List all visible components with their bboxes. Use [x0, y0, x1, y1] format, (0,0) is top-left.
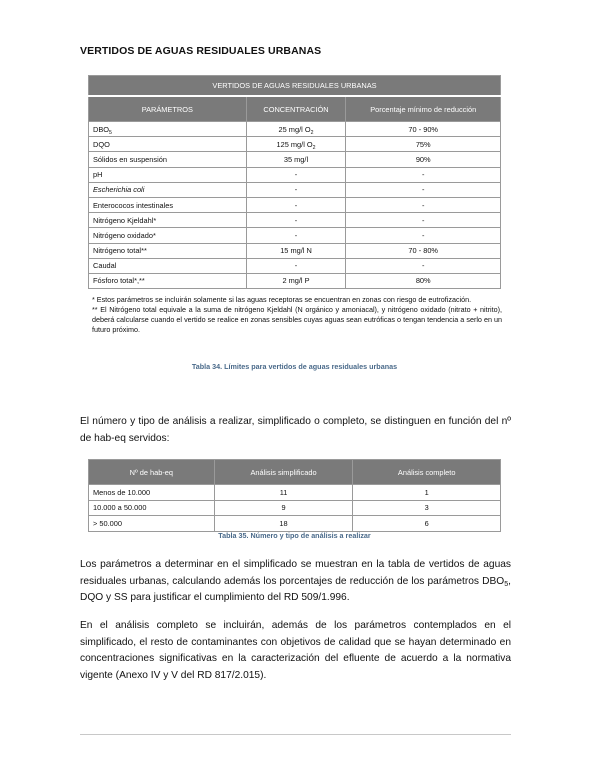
reduction-cell — [346, 228, 501, 243]
reduction-cell — [346, 152, 501, 167]
table-row — [89, 167, 501, 182]
concentration-cell-text: - — [294, 200, 298, 210]
table-34-caption: Tabla 34. Límites para vertidos de aguas residuales urbanas — [191, 362, 398, 371]
parameter-cell — [89, 258, 247, 273]
concentration-cell — [246, 152, 346, 167]
table-row — [89, 228, 501, 243]
reduction-cell-text: - — [421, 200, 425, 210]
table-row — [89, 500, 501, 516]
parameter-cell-text: Nitrógeno oxidado* — [93, 230, 156, 240]
complete-count-cell: 3 — [353, 500, 501, 516]
concentration-cell-text: - — [294, 215, 298, 225]
paragraph-text-after: , DQO y SS para justificar el cumplimiento del RD 509/1.996. — [80, 575, 511, 603]
table-row — [89, 197, 501, 212]
reduction-cell-text: - — [421, 261, 425, 271]
section-heading: VERTIDOS DE AGUAS RESIDUALES URBANAS — [80, 45, 322, 57]
footer-divider — [80, 734, 511, 735]
table-row — [89, 258, 501, 273]
concentration-cell-text: - — [294, 261, 298, 271]
parameter-cell — [89, 213, 247, 228]
subscript: 2 — [310, 129, 314, 136]
table-row — [89, 152, 501, 167]
concentration-cell — [246, 213, 346, 228]
analysis-count-table — [88, 459, 501, 532]
table-row — [89, 182, 501, 197]
reduction-cell — [346, 273, 501, 288]
table-row — [89, 243, 501, 258]
reduction-cell-text: 75% — [415, 139, 431, 149]
reduction-cell-text: - — [421, 185, 425, 195]
reduction-cell — [346, 258, 501, 273]
parameter-cell-text: Sólidos en suspensión — [93, 154, 167, 164]
reduction-cell-text: 90% — [415, 154, 431, 164]
table-row — [89, 516, 501, 532]
table-row — [89, 137, 501, 152]
parameter-cell — [89, 197, 247, 212]
reduction-cell — [346, 243, 501, 258]
concentration-cell-text: 15 mg/l N — [280, 246, 312, 256]
parameter-cell — [89, 152, 247, 167]
reduction-cell-text: 70 - 80% — [408, 246, 439, 256]
table-row — [89, 213, 501, 228]
complete-count-cell: 6 — [353, 516, 501, 532]
table-footnotes — [92, 295, 502, 335]
concentration-cell-text: - — [294, 230, 298, 240]
parameter-cell — [89, 167, 247, 182]
column-header-simplified: Análisis simplificado — [214, 460, 353, 485]
concentration-cell-text: - — [294, 185, 298, 195]
parameter-cell-text: Escherichia coli — [93, 185, 145, 195]
column-header-concentration: CONCENTRACIÓN — [246, 96, 346, 122]
concentration-cell-text: 35 mg/l — [283, 154, 309, 164]
hab-eq-cell: > 50.000 — [89, 516, 215, 532]
column-header-parameters: PARÁMETROS — [89, 96, 247, 122]
reduction-cell — [346, 122, 501, 137]
reduction-cell — [346, 137, 501, 152]
table-35-caption: Tabla 35. Número y tipo de análisis a realizar — [218, 531, 371, 540]
concentration-cell — [246, 122, 346, 137]
parameter-cell — [89, 137, 247, 152]
table-title: VERTIDOS DE AGUAS RESIDUALES URBANAS — [89, 76, 501, 97]
concentration-cell-text: - — [294, 170, 298, 180]
reduction-cell — [346, 167, 501, 182]
parameter-cell-text: Caudal — [93, 261, 117, 271]
table-row — [89, 273, 501, 288]
paragraph-simplified-analysis — [80, 557, 511, 607]
concentration-cell — [246, 137, 346, 152]
parameter-cell-text: DBO — [93, 124, 110, 134]
table-row — [89, 122, 501, 137]
hab-eq-cell: 10.000 a 50.000 — [89, 500, 215, 516]
simplified-count-cell: 9 — [214, 500, 353, 516]
footnote-2: ** El Nitrógeno total equivale a la suma de nitrógeno Kjeldahl (N orgánico y amoniacal), y nitrógeno oxidado (nitrato + nitrito), deberá calcularse cuando el vertido se realice en zonas sensibles cuyas aguas sean eutróficas o tengan tendencia a serlo en un futuro próximo. — [92, 305, 502, 334]
concentration-cell-text: 25 mg/l O — [278, 124, 311, 134]
table-row — [89, 485, 501, 501]
concentration-cell — [246, 167, 346, 182]
reduction-cell-text: - — [421, 230, 425, 240]
paragraph-complete-analysis: En el análisis completo se incluirán, además de los parámetros contemplados en el simplificado, el resto de contaminantes con objetivos de calidad que se hayan determinado en concentraciones significativas en la caracterización del efluente de acuerdo a la normativa vigente (Anexo IV y V del RD 817/2.015). — [80, 620, 511, 681]
concentration-cell — [246, 182, 346, 197]
subscript: 5 — [504, 579, 509, 588]
parameter-cell-text: Nitrógeno total** — [93, 246, 147, 256]
parameter-cell — [89, 182, 247, 197]
simplified-count-cell: 18 — [214, 516, 353, 532]
complete-count-cell: 1 — [353, 485, 501, 501]
parameter-cell — [89, 122, 247, 137]
paragraph-text-before: Los parámetros a determinar en el simplificado se muestran en la tabla de vertidos de aguas residuales urbanas, calculando además los porcentajes de reducción de los parámetros DBO — [80, 559, 511, 587]
concentration-cell — [246, 243, 346, 258]
reduction-cell — [346, 197, 501, 212]
effluent-limits-table — [88, 75, 501, 289]
column-header-hab-eq: Nº de hab-eq — [89, 460, 215, 485]
parameter-cell-text: Enterococos intestinales — [93, 200, 174, 210]
reduction-cell — [346, 182, 501, 197]
column-header-complete: Análisis completo — [353, 460, 501, 485]
reduction-cell — [346, 213, 501, 228]
reduction-cell-text: - — [421, 170, 425, 180]
column-header-reduction: Porcentaje mínimo de reducción — [346, 96, 501, 122]
concentration-cell — [246, 273, 346, 288]
parameter-cell-text: pH — [93, 170, 103, 180]
footnote-1: * Estos parámetros se incluirán solamente si las aguas receptoras se encuentran en zonas con riesgo de eutrofización. — [92, 295, 472, 304]
concentration-cell — [246, 197, 346, 212]
parameter-cell-text: DQO — [93, 139, 110, 149]
concentration-cell — [246, 258, 346, 273]
subscript: 2 — [312, 144, 316, 151]
parameter-cell-text: Fósforo total*,** — [93, 276, 145, 286]
parameter-cell — [89, 243, 247, 258]
hab-eq-cell: Menos de 10.000 — [89, 485, 215, 501]
parameter-cell-text: Nitrógeno Kjeldahl* — [93, 215, 157, 225]
reduction-cell-text: 80% — [415, 276, 431, 286]
subscript: 5 — [109, 129, 112, 136]
paragraph-analysis-intro: El número y tipo de análisis a realizar, simplificado o completo, se distinguen en función del nº de hab-eq servidos: — [80, 416, 511, 444]
parameter-cell — [89, 273, 247, 288]
concentration-cell — [246, 228, 346, 243]
concentration-cell-text: 125 mg/l O — [276, 139, 313, 149]
reduction-cell-text: - — [421, 215, 425, 225]
parameter-cell — [89, 228, 247, 243]
simplified-count-cell: 11 — [214, 485, 353, 501]
concentration-cell-text: 2 mg/l P — [282, 276, 310, 286]
reduction-cell-text: 70 - 90% — [408, 124, 439, 134]
